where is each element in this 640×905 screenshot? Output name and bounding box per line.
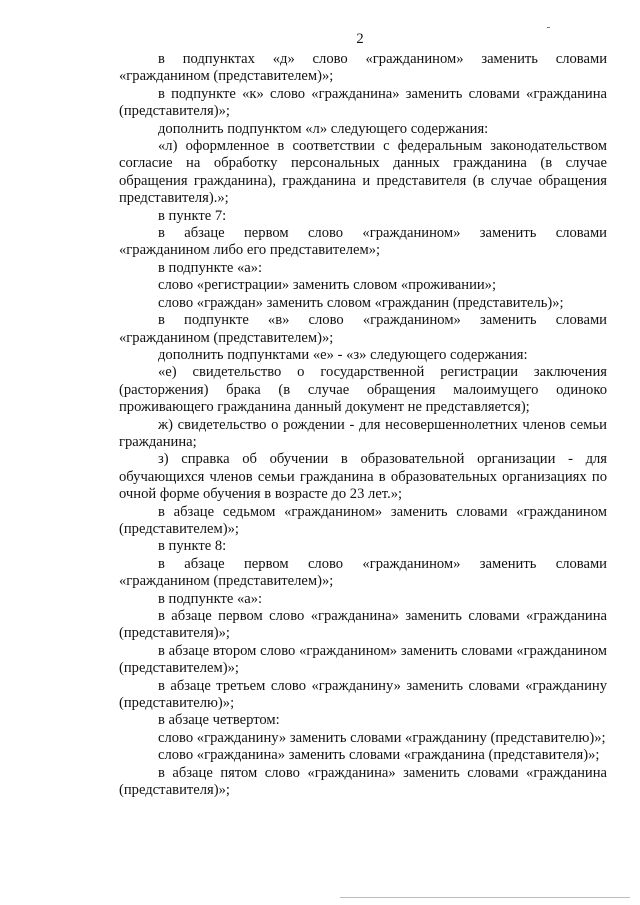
paragraph: в абзаце четвертом:	[158, 712, 280, 729]
scan-mark	[547, 27, 550, 28]
paragraph: з) справка об обучении в образовательной организации - для обучающихся членов семьи гражданина в образовательных организациях по очной форме обучения в возрасте до 23 лет.»;	[119, 451, 607, 503]
paragraph: в подпункте «в» слово «гражданином» заменить словами «гражданином (представителем)»;	[119, 312, 607, 346]
paragraph: слово «гражданину» заменить словами «гражданину (представителю)»;	[158, 729, 606, 746]
paragraph: в абзаце пятом слово «гражданина» заменить словами «гражданина (представителя)»;	[119, 764, 607, 799]
paragraph: слово «гражданина» заменить словами «гражданина (представителя)»;	[158, 747, 600, 764]
paragraph: дополнить подпунктами «е» - «з» следующего содержания:	[158, 346, 528, 363]
paragraph: в подпункте «а»:	[158, 590, 263, 607]
paragraph: «е) свидетельство о государственной регистрации заключения (расторжения) брака (в случае обращения малоимущего одиноко проживающего гражданина данный документ не представляется);	[119, 364, 607, 416]
paragraph: в абзаце первом слово «гражданина» заменить словами «гражданина (представителя)»;	[119, 608, 607, 642]
paragraph: в подпунктах «д» слово «гражданином» заменить словами «гражданином (представителем)»;	[119, 51, 607, 85]
paragraph: в абзаце первом слово «гражданином» заменить словами «гражданином (представителем)»;	[119, 555, 607, 590]
paragraph: слово «регистрации» заменить словом «проживании»;	[158, 277, 497, 294]
paragraph: дополнить подпунктом «л» следующего содержания:	[158, 120, 489, 137]
paragraph: в абзаце втором слово «гражданином» заменить словами «гражданином (представителем)»;	[119, 642, 607, 677]
paragraph: в пункте 7:	[158, 207, 227, 224]
paragraph: в абзаце третьем слово «гражданину» заменить словами «гражданину (представителю)»;	[119, 677, 607, 712]
paragraph: «л) оформленное в соответствии с федеральным законодательством согласие на обработку персональных данных гражданина (в случае обращения гражданина), гражданина и представителя (в случае обращения представителя).»;	[119, 138, 607, 207]
paragraph: слово «граждан» заменить словом «гражданин (представитель)»;	[158, 294, 564, 311]
scan-edge-line	[340, 897, 630, 898]
page-number: 2	[356, 31, 364, 47]
paragraph: в подпункте «к» слово «гражданина» заменить словами «гражданина (представителя)»;	[119, 85, 607, 120]
paragraph: в подпункте «а»:	[158, 259, 263, 276]
paragraph: ж) свидетельство о рождении - для несовершеннолетних членов семьи гражданина;	[119, 416, 607, 450]
paragraph: в абзаце первом слово «гражданином» заменить словами «гражданином либо его представителем»;	[119, 225, 607, 259]
paragraph: в абзаце седьмом «гражданином» заменить словами «гражданином (представителем)»;	[119, 503, 607, 537]
document-body	[119, 51, 607, 799]
paragraph: в пункте 8:	[158, 538, 227, 555]
